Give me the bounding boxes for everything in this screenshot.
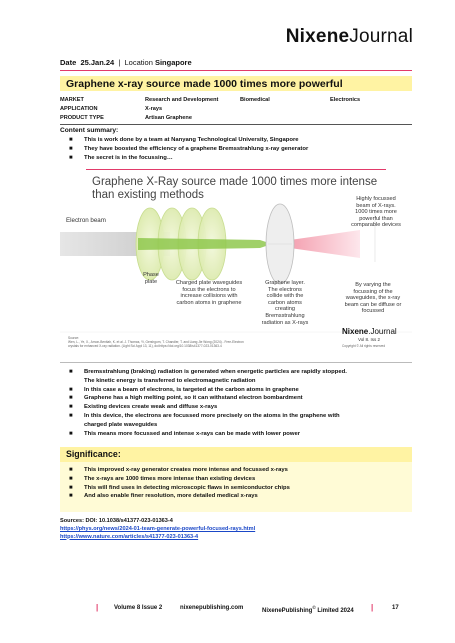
brand-logo-light: Journal — [349, 26, 413, 47]
product-value: Artisan Graphene — [145, 115, 192, 121]
label-line: Phase — [143, 272, 159, 278]
summary-list — [60, 136, 308, 162]
date-label: Date — [60, 58, 77, 67]
list-item-text: This will find uses in detecting microscopic flaws in semiconductor chips — [84, 484, 290, 491]
significance-bar — [60, 447, 412, 462]
application-label: APPLICATION — [60, 106, 98, 112]
figure-source-line: crystals for enhanced X-ray radiation. (Light Sci Appl 13, 11), doi:https://doi.org/10.1038/s41377-023-01363-4 — [68, 344, 222, 348]
list-item — [60, 394, 347, 403]
list-item — [60, 412, 347, 421]
list-item-continuation — [60, 377, 347, 386]
list-item — [60, 466, 290, 475]
label-line: beam of X-rays. — [356, 202, 396, 209]
header-divider — [60, 70, 412, 71]
label-line: comparable devices — [351, 222, 401, 229]
label-line: collide with the — [266, 293, 304, 300]
brand-logo-bold: Nixene — [285, 26, 350, 47]
label-line: increase collisions with — [180, 293, 238, 300]
list-item — [60, 475, 290, 484]
list-item-text: They have boosted the efficiency of a graphene Bremsstrahlung x-ray generator — [84, 145, 309, 152]
market-value: Biomedical — [240, 97, 270, 103]
bullet-icon: ■ — [69, 137, 73, 143]
label-line: creating — [275, 306, 295, 313]
footer-separator-icon: | — [96, 603, 99, 612]
list-item — [60, 154, 308, 163]
label-line: focussed — [361, 308, 385, 315]
label-line: The electrons — [268, 286, 302, 293]
list-item-text: And also enable finer resolution, more detailed medical x-rays — [84, 493, 258, 500]
figure-title-line: Graphene X-Ray source made 1000 times more intense — [92, 176, 378, 188]
footer-separator-icon: | — [371, 603, 374, 612]
list-item-text: Graphene has a high melting point, so it can withstand electron bombardment — [84, 395, 303, 402]
label-line: beam can be diffuse or — [344, 301, 402, 308]
footer-publisher-name: NixenePublishing — [262, 608, 313, 614]
list-item-text: The kinetic energy is transferred to electromagnetic radiation — [84, 377, 256, 384]
application-value: X-rays — [145, 106, 163, 112]
figure-source — [68, 336, 278, 348]
page-number: 17 — [392, 605, 399, 611]
label-line: carbon atoms in graphene — [176, 299, 242, 306]
date-value: 25.Jan.24 — [80, 58, 115, 67]
label-line: Graphene layer. — [265, 280, 305, 286]
list-item — [60, 136, 308, 145]
list-item — [60, 145, 308, 154]
label-line: focussing of the — [353, 288, 393, 295]
bullet-icon: ■ — [69, 467, 73, 473]
label-line: 1000 times more — [355, 209, 397, 216]
dateline — [60, 58, 192, 67]
xray-beam — [290, 230, 360, 258]
list-item — [60, 386, 347, 395]
significance-heading: Significance: — [66, 449, 121, 459]
figure-source-line: Wen, L., Ye, X., Arnon-Benitah, K. et al. J. Thomas, Yi, Gershgorn, T. Chandler, T. and Liang Jie Wong (2024) - Free-Electron — [68, 340, 244, 344]
market-label: MARKET — [60, 97, 84, 103]
list-item-text: In this device, the electrons are focussed more precisely on the atoms in the graphene with — [84, 412, 340, 419]
label-line: carbon atoms — [268, 299, 302, 306]
footer-year: Limited 2024 — [317, 608, 354, 614]
sources-doi: Sources: DOI: 10.1038/s41377-023-01363-4 — [60, 518, 173, 524]
label-focussed-beam — [340, 196, 412, 229]
article-title: Graphene x-ray source made 1000 times more powerful — [66, 78, 343, 90]
summary-heading: Content summary: — [60, 127, 119, 134]
meta-divider — [60, 124, 412, 125]
product-label: PRODUCT TYPE — [60, 115, 104, 121]
location-label: Location — [124, 58, 153, 67]
figure-title-line: than existing methods — [92, 189, 204, 201]
list-item — [60, 430, 347, 439]
figure-logo-light: .Journal — [368, 327, 397, 336]
list-item-text: Bremsstrahlung (braking) radiation is generated when energetic particles are rapidly stopped. — [84, 369, 347, 375]
list-item — [60, 492, 290, 501]
sources-block — [60, 518, 255, 541]
brand-logo — [286, 26, 413, 48]
list-item — [60, 368, 347, 377]
location-value: Singapore — [154, 58, 192, 67]
label-line: Charged plate waveguides — [175, 280, 243, 286]
figure-logo — [342, 327, 397, 336]
bullet-icon: ■ — [69, 475, 73, 482]
footer-site[interactable]: nixenepublishing.com — [180, 605, 244, 611]
bullet-icon: ■ — [69, 484, 73, 491]
source-link[interactable]: https://www.nature.com/articles/s41377-023-01363-4 — [60, 533, 199, 540]
figure-title — [92, 176, 377, 202]
label-line: Highly focussed — [356, 196, 396, 202]
list-item-text: In this case a beam of electrons, is targeted at the carbon atoms in graphene — [84, 386, 299, 393]
dateline-separator: | — [118, 58, 121, 67]
label-line: focus the electrons to — [182, 286, 236, 293]
figure-logo-bold: Nixene — [342, 327, 369, 336]
significance-list — [60, 466, 290, 501]
significance-box — [60, 462, 412, 512]
figure-copyright: Copyright © All rights reserved — [342, 344, 386, 348]
details-list — [60, 368, 347, 438]
figure-bottom-divider — [60, 362, 412, 363]
source-link[interactable]: https://phys.org/news/2024-01-team-generate-powerful-focused-rays.html — [60, 525, 256, 532]
label-line: radiation as X-rays — [261, 319, 309, 326]
market-value: Research and Development — [145, 97, 219, 103]
bullet-icon: ■ — [69, 430, 73, 437]
label-line: By varying the — [355, 282, 391, 288]
list-item-text: Existing devices create weak and diffuse x-rays — [84, 404, 218, 411]
list-item-text: This improved x-ray generator creates more intense and focussed x-rays — [84, 467, 288, 473]
label-graphene-layer — [253, 280, 317, 326]
bullet-icon: ■ — [69, 154, 73, 161]
market-value: Electronics — [330, 97, 361, 103]
figure-source-line: Source: — [68, 336, 79, 340]
footer-publisher — [262, 605, 354, 614]
list-item-text: The secret is in the focussing… — [84, 154, 173, 161]
title-bar — [60, 76, 412, 91]
bullet-icon: ■ — [69, 395, 73, 402]
label-electron-beam: Electron beam — [66, 217, 106, 224]
footer-copyright-mark: © — [312, 605, 316, 610]
bullet-icon: ■ — [69, 145, 73, 152]
list-item-continuation — [60, 421, 347, 430]
label-line: powerful than — [359, 215, 393, 222]
label-line: plate — [144, 278, 158, 285]
bullet-icon: ■ — [69, 404, 73, 411]
label-waveguides — [164, 280, 254, 306]
list-item — [60, 403, 347, 412]
bullet-icon: ■ — [69, 493, 73, 500]
label-varying-focus — [334, 282, 412, 315]
bullet-icon: ■ — [69, 369, 73, 375]
list-item-text: charged plate waveguides — [84, 421, 158, 428]
figure-volume: Vol 8. Iss 2 — [358, 337, 381, 342]
bullet-icon: ■ — [69, 386, 73, 393]
footer-volume: Volume 8 Issue 2 — [114, 605, 163, 611]
label-line: waveguides, the x-ray — [345, 295, 401, 302]
list-item-text: This means more focussed and intense x-rays can be made with lower power — [84, 430, 301, 437]
focused-beam-arrow — [138, 238, 272, 250]
bullet-icon: ■ — [69, 412, 73, 419]
label-line: Bremsstrahlung — [265, 312, 305, 319]
list-item — [60, 484, 290, 493]
list-item-text: This is work done by a team at Nanyang Technological University, Singapore — [84, 137, 299, 143]
list-item-text: The x-rays are 1000 times more intense than existing devices — [84, 475, 256, 482]
label-phase-plate — [134, 272, 168, 285]
